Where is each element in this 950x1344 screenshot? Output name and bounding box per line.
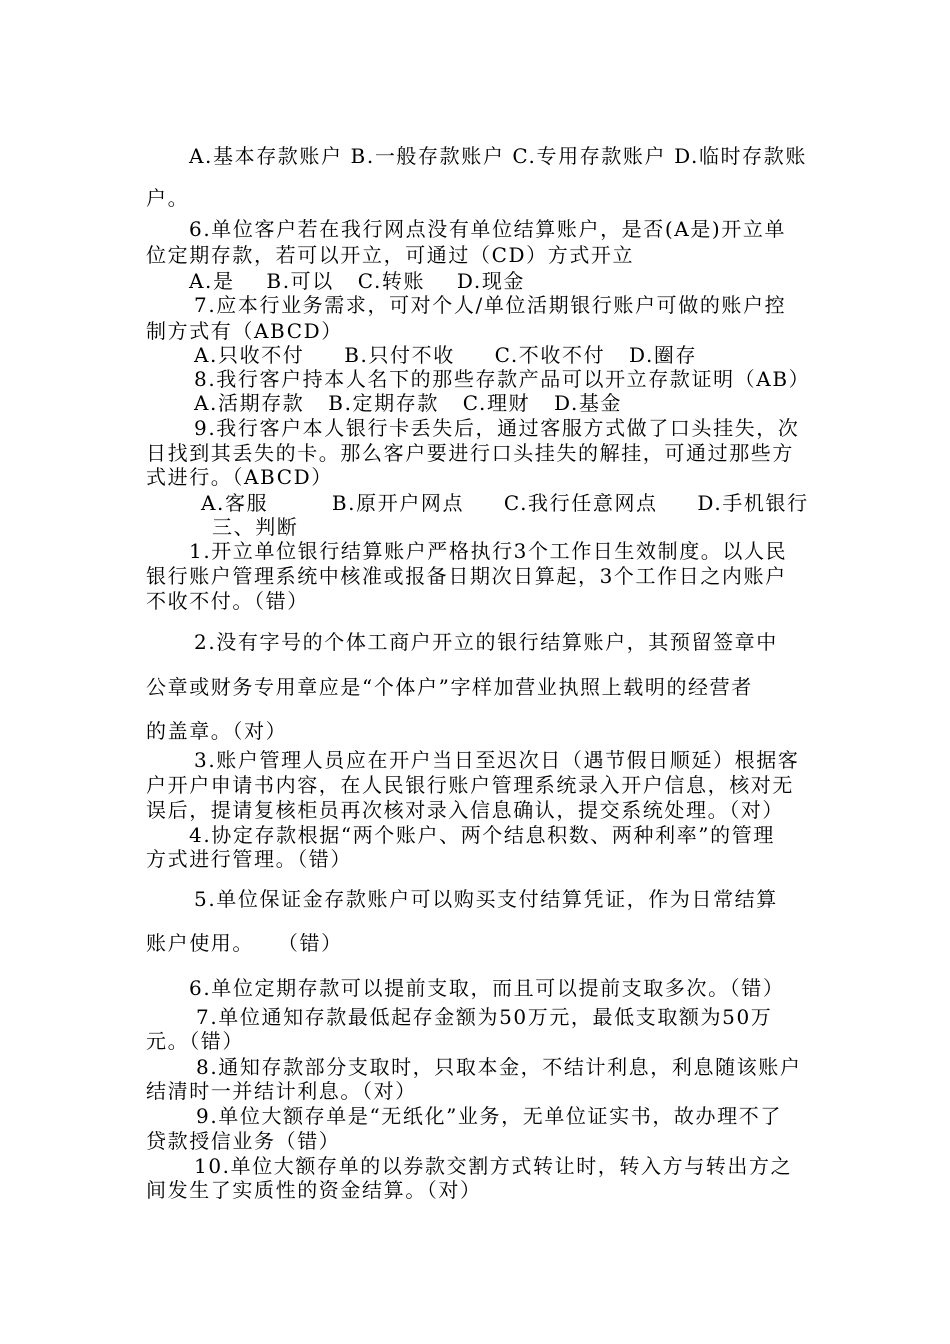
text-line: 7.应本行业务需求，可对个人/单位活期银行账户可做的账户控	[194, 293, 787, 317]
text-line: 10.单位大额存单的以券款交割方式转让时，转入方与转出方之	[194, 1154, 793, 1178]
text-line: 7.单位通知存款最低起存金额为50万元，最低支取额为50万	[196, 1005, 773, 1029]
text-line: 方式进行管理。（错）	[146, 847, 352, 871]
text-line: 9.我行客户本人银行卡丢失后，通过客服方式做了口头挂失，次	[194, 416, 800, 440]
section-heading: 三、判断	[212, 515, 299, 539]
text-line: A.活期存款 B.定期存款 C.理财 D.基金	[194, 391, 623, 415]
text-line: 间发生了实质性的资金结算。（对）	[146, 1178, 482, 1202]
text-line: A.只收不付 B.只付不收 C.不收不付 D.圈存	[194, 343, 698, 367]
text-line: 元。（错）	[146, 1029, 244, 1053]
text-line: 结清时一并结计利息。（对）	[146, 1079, 417, 1103]
text-line: 5.单位保证金存款账户可以购买支付结算凭证，作为日常结算	[194, 887, 778, 911]
text-line: 1.开立单位银行结算账户严格执行3个工作日生效制度。以人民	[189, 539, 788, 563]
text-line: A.基本存款账户 B.一般存款账户 C.专用存款账户 D.临时存款账	[189, 144, 807, 168]
text-line: 8.我行客户持本人名下的那些存款产品可以开立存款证明（AB）	[194, 367, 811, 391]
text-line: 银行账户管理系统中核准或报备日期次日算起，3个工作日之内账户	[146, 564, 787, 588]
text-line: 制方式有（ABCD）	[146, 319, 343, 343]
text-line: 9.单位大额存单是“无纸化”业务，无单位证实书，故办理不了	[196, 1104, 782, 1128]
text-line: 账户使用。 （错）	[146, 931, 343, 955]
text-line: 户。	[146, 186, 190, 210]
text-line: 2.没有字号的个体工商户开立的银行结算账户，其预留签章中	[194, 630, 778, 654]
text-line: 公章或财务专用章应是“个体户”字样加营业执照上载明的经营者	[146, 675, 753, 699]
text-line: 日找到其丢失的卡。那么客户要进行口头挂失的解挂，可通过那些方	[146, 441, 794, 465]
text-line: 8.通知存款部分支取时，只取本金，不结计利息，利息随该账户	[196, 1055, 802, 1079]
text-line: 3.账户管理人员应在开户当日至迟次日（遇节假日顺延）根据客	[194, 748, 800, 772]
text-line: 6.单位客户若在我行网点没有单位结算账户，是否(A是)开立单	[189, 217, 787, 241]
text-line: 4.协定存款根据“两个账户、两个结息积数、两种利率”的管理	[189, 823, 775, 847]
text-line: 6.单位定期存款可以提前支取，而且可以提前支取多次。（错）	[189, 976, 785, 1000]
text-line: 户开户申请书内容，在人民银行账户管理系统录入开户信息，核对无	[146, 773, 794, 797]
text-line: 不收不付。（错）	[146, 589, 309, 613]
text-line: 贷款授信业务（错）	[146, 1129, 341, 1153]
text-line: 式进行。（ABCD）	[146, 465, 333, 489]
text-line: A.是 B.可以 C.转账 D.现金	[189, 269, 526, 293]
text-line: 位定期存款，若可以开立，可通过（CD）方式开立	[146, 243, 635, 267]
text-line: 的盖章。（对）	[146, 719, 288, 743]
text-line: 误后，提请复核柜员再次核对录入信息确认，提交系统处理。（对）	[146, 798, 784, 822]
text-line: A.客服 B.原开户网点 C.我行任意网点 D.手机银行	[201, 491, 809, 515]
